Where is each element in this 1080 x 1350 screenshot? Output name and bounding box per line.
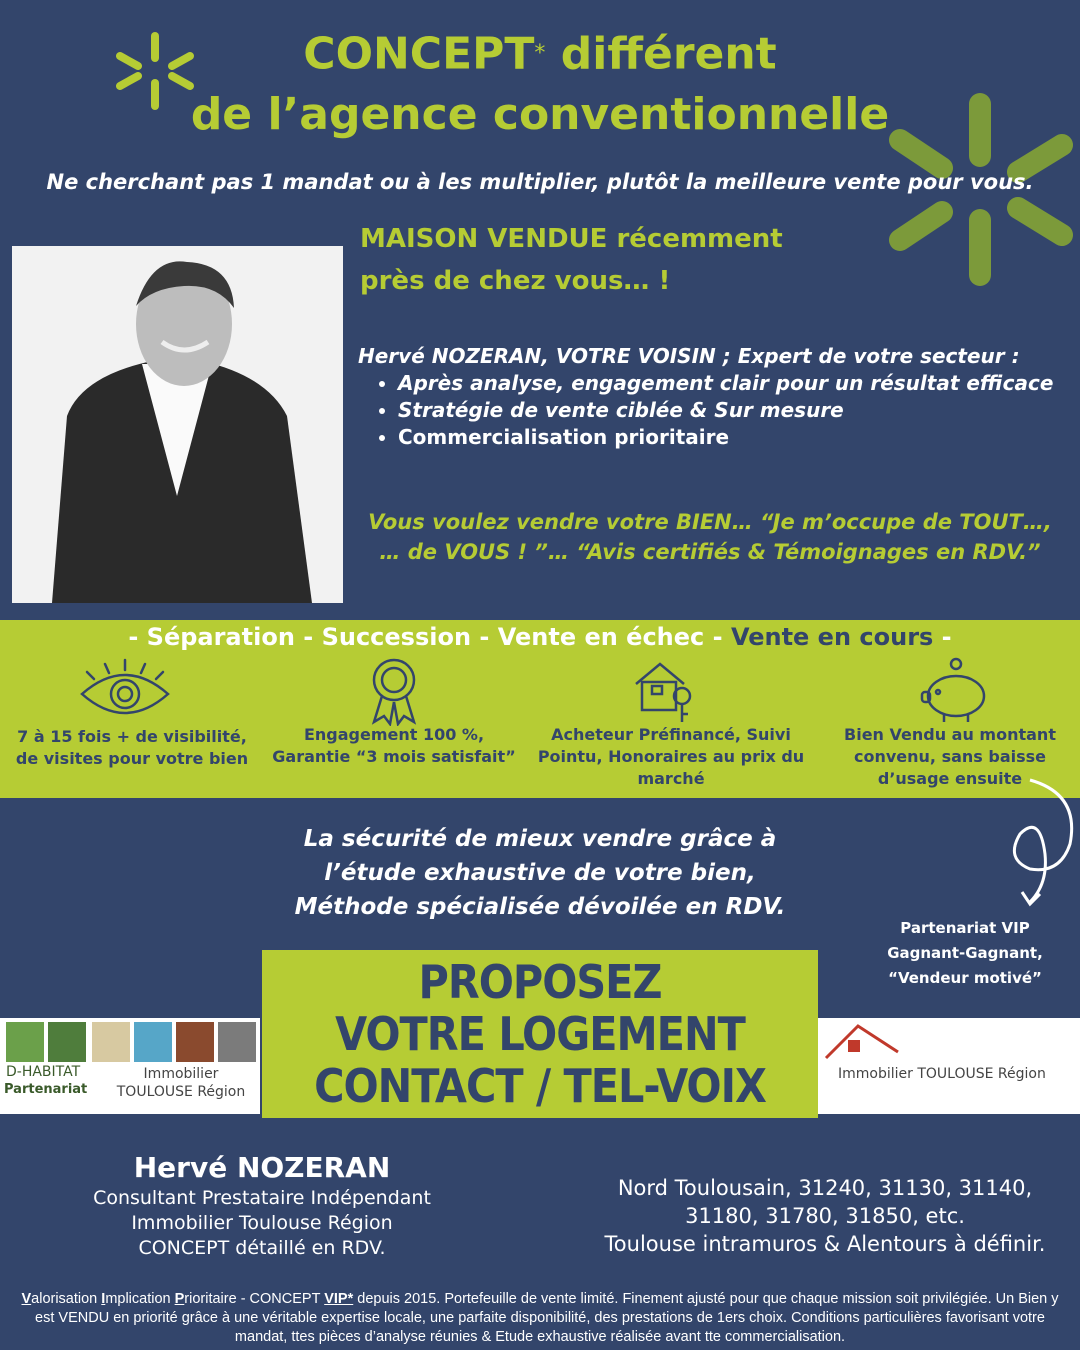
d-habitat-sub: Partenariat	[4, 1082, 88, 1097]
expert-lead: Hervé NOZERAN, VOTRE VOISIN ; Expert de votre secteur :	[358, 344, 1020, 368]
feature-engagement: Engagement 100 %, Garantie “3 mois satisfait”	[272, 725, 516, 766]
left-agency-name1: Immobilier	[143, 1066, 219, 1082]
piggy-bank-icon	[918, 656, 992, 726]
right-agency-name: Immobilier TOULOUSE Région	[838, 1066, 1046, 1082]
service-zones: Nord Toulousain, 31240, 31130, 31140, 31180, 31780, 31850, etc. Toulouse intramuros & Alentours à définir.	[604, 1176, 1046, 1256]
expert-block	[358, 343, 1073, 451]
curly-arrow-icon	[1000, 774, 1080, 914]
house-keys-icon	[632, 656, 702, 726]
feature-price: Bien Vendu au montant convenu, sans baisse d’usage ensuite	[844, 725, 1056, 788]
vip-partnership: Partenariat VIP Gagnant-Gagnant, “Vendeur motivé”	[887, 919, 1043, 987]
page-title-line2: de l’agence conventionnelle	[190, 89, 890, 140]
left-agency-name2: TOULOUSE Région	[116, 1084, 246, 1100]
portrait-photo	[12, 246, 343, 603]
cta-propose-button[interactable]: PROPOSEZ VOTRE LOGEMENT CONTACT / TEL-VOIX	[262, 950, 818, 1118]
consultant-role: Consultant Prestataire Indépendant Immobilier Toulouse Région CONCEPT détaillé en RDV.	[93, 1187, 431, 1259]
page-title-line1: CONCEPT⁎ différent	[303, 28, 777, 80]
feature-buyer: Acheteur Préfinancé, Suivi Pointu, Honoraires au prix du marché	[537, 725, 805, 788]
quote: Vous voulez vendre votre BIEN… “Je m’occupe de TOUT…, … de VOUS ! ”… “Avis certifiés & Témoignages en RDV.”	[368, 510, 1052, 564]
tagline: Ne cherchant pas 1 mandat ou à les multiplier, plutôt la meilleure vente pour vous.	[46, 170, 1034, 194]
security-text: La sécurité de mieux vendre grâce à l’étude exhaustive de votre bien, Méthode spécialisée dévoilée en RDV.	[294, 826, 786, 920]
footer-disclaimer: Valorisation Implication Prioritaire - CONCEPT VIP* depuis 2015. Portefeuille de vente limité. Finement ajusté pour que chaque mission soit privilégiée. Un Bien y est VENDU en priorité grâce à une véritable expertise locale, une parfaite disponibilité, des prestations de 1ers choix. Conditions particulières favorisant votre mandat, ttes pièces d’analyse réunies & Etude exhaustive réalisée avant tte commercialisation.	[21, 1291, 1059, 1345]
feature-visibility: 7 à 15 fois + de visibilité, de visites pour votre bien	[15, 727, 249, 768]
expert-bullet: • Commercialisation prioritaire	[398, 424, 1073, 451]
expert-bullet: • Stratégie de vente ciblée & Sur mesure	[398, 397, 1073, 424]
d-habitat-brand: D-HABITAT	[6, 1064, 81, 1080]
sold-headline: MAISON VENDUE récemment près de chez vous… !	[360, 224, 783, 296]
situations-title: - Séparation - Succession - Vente en échec - Vente en cours -	[128, 623, 952, 651]
consultant-name: Hervé NOZERAN	[133, 1151, 391, 1184]
award-ribbon-icon	[364, 656, 424, 726]
expert-bullet: • Après analyse, engagement clair pour un résultat efficace	[398, 370, 1073, 397]
eye-icon	[70, 656, 180, 726]
toulouse-region-logo	[818, 1018, 1080, 1114]
d-habitat-logo	[0, 1018, 260, 1114]
